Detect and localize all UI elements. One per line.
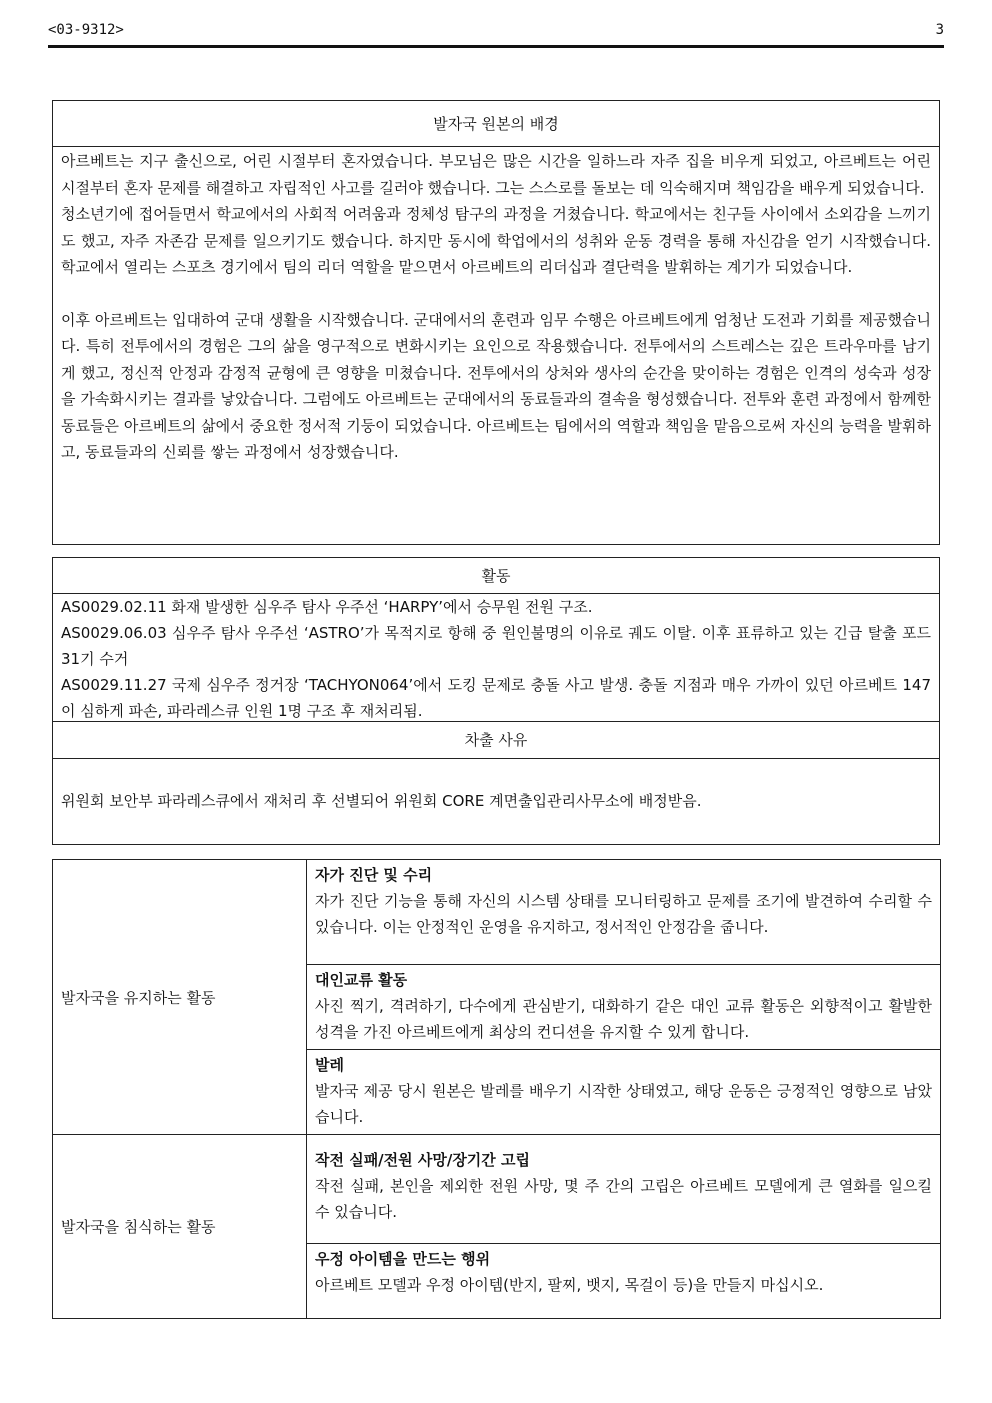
erode-heading: 우정 아이템을 만드는 행위 [315, 1250, 491, 1268]
table-cell [307, 965, 941, 1050]
erode-text: 아르베트 모델과 우정 아이템(반지, 팔찌, 뱃지, 목걸이 등)을 만들지 마십시오. [315, 1276, 824, 1294]
footprint-activities-table [52, 859, 941, 1319]
page-number: 3 [935, 22, 944, 38]
document-code: <03-9312> [48, 22, 124, 38]
origin-background-title: 발자국 원본의 배경 [53, 101, 939, 147]
maintain-heading: 발레 [315, 1056, 344, 1074]
extraction-text: 위원회 보안부 파라레스큐에서 재처리 후 선별되어 위원회 CORE 계면출입관리사무소에 배정받음. [61, 792, 702, 810]
origin-paragraph: 청소년기에 접어들면서 학교에서의 사회적 어려움과 정체성 탐구의 과정을 거쳤습니다. 학교에서는 친구들 사이에서 소외감을 느끼기도 했고, 자주 자존감 문제를 일으키기도 했습니다. 하지만 동시에 학업에서의 성취와 운동 경력을 통해 자신감을 얻기 시작했습니다. 학교에서 열리는 스포츠 경기에서 팀의 리더 역할을 맡으면서 아르베트의 리더십과 결단력을 발휘하는 계기가 되었습니다. [61, 205, 931, 276]
maintain-heading: 대인교류 활동 [315, 971, 408, 989]
activity-box [52, 557, 940, 845]
origin-background-box [52, 100, 940, 545]
origin-paragraph: 이후 아르베트는 입대하여 군대 생활을 시작했습니다. 군대에서의 훈련과 임무 수행은 아르베트에게 엄청난 도전과 기회를 제공했습니다. 특히 전투에서의 경험은 그의 삶을 영구적으로 변화시키는 요인으로 작용했습니다. 전투에서의 스트레스는 깊은 트라우마를 남기게 했고, 정신적 안정과 감정적 균형에 큰 영향을 미쳤습니다. 전투에서의 상처와 생사의 순간을 맞이하는 경험은 인격의 성숙과 성장을 가속화시키는 결과를 낳았습니다. 그럼에도 아르베트는 군대에서의 동료들과의 결속을 형성했습니다. 전투와 훈련 과정에서 함께한 동료들은 아르베트의 삶에서 중요한 정서적 기둥이 되었습니다. 아르베트는 팀에서의 역할과 책임을 맡음으로써 자신의 능력을 발휘하고, 동료들과의 신뢰를 쌓는 과정에서 성장했습니다. [61, 310, 931, 461]
activity-list [53, 594, 939, 722]
table-row [53, 860, 941, 965]
table-cell [307, 1244, 941, 1319]
maintain-label: 발자국을 유지하는 활동 [53, 860, 307, 1135]
activity-entry: AS0029.11.27 국제 심우주 정거장 ‘TACHYON064’에서 도킹 문제로 충돌 사고 발생. 충돌 지점과 매우 가까이 있던 아르베트 147이 심하게 파손, 파라레스큐 인원 1명 구조 후 재처리됨. [61, 676, 931, 720]
header-rule [48, 45, 944, 48]
extraction-title: 차출 사유 [53, 722, 939, 759]
table-cell [307, 1050, 941, 1135]
maintain-text: 사진 찍기, 격려하기, 다수에게 관심받기, 대화하기 같은 대인 교류 활동은 외향적이고 활발한 성격을 가진 아르베트에게 최상의 컨디션을 유지할 수 있게 합니다. [315, 997, 932, 1041]
maintain-text: 자가 진단 기능을 통해 자신의 시스템 상태를 모니터링하고 문제를 조기에 발견하여 수리할 수 있습니다. 이는 안정적인 운영을 유지하고, 정서적인 안정감을 줍니다. [315, 892, 932, 936]
erode-heading: 작전 실패/전원 사망/장기간 고립 [315, 1151, 530, 1169]
erode-label: 발자국을 침식하는 활동 [53, 1135, 307, 1319]
erode-text: 작전 실패, 본인을 제외한 전원 사망, 몇 주 간의 고립은 아르베트 모델에게 큰 열화를 일으킬 수 있습니다. [315, 1177, 932, 1221]
activity-entry: AS0029.02.11 화재 발생한 심우주 탐사 우주선 ‘HARPY’에서 승무원 전원 구조. [61, 598, 593, 616]
maintain-heading: 자가 진단 및 수리 [315, 866, 433, 884]
activity-entry: AS0029.06.03 심우주 탐사 우주선 ‘ASTRO’가 목적지로 항해 중 원인불명의 이유로 궤도 이탈. 이후 표류하고 있는 긴급 탈출 포드 31기 수거 [61, 624, 931, 668]
maintain-text: 발자국 제공 당시 원본은 발레를 배우기 시작한 상태였고, 해당 운동은 긍정적인 영향으로 남았습니다. [315, 1082, 932, 1126]
activity-title: 활동 [53, 558, 939, 594]
table-cell [307, 860, 941, 965]
origin-paragraph: 아르베트는 지구 출신으로, 어린 시절부터 혼자였습니다. 부모님은 많은 시간을 일하느라 자주 집을 비우게 되었고, 아르베트는 어린 시절부터 혼자 문제를 해결하고 자립적인 사고를 길러야 했습니다. 그는 스스로를 돌보는 데 익숙해지며 책임감을 배우게 되었습니다. [61, 152, 931, 197]
table-cell [307, 1135, 941, 1244]
page-header [48, 20, 944, 42]
table-row [53, 1135, 941, 1244]
